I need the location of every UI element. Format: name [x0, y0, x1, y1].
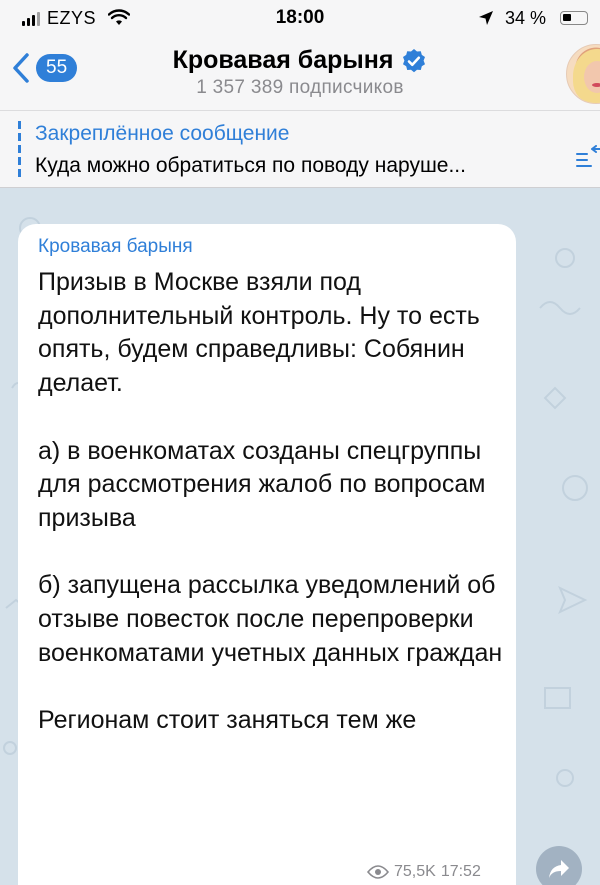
pinned-text: Куда можно обратиться по поводу наруше... — [35, 154, 466, 177]
message-time: 17:52 — [440, 863, 481, 880]
chat-header — [0, 38, 600, 110]
message-text: Призыв в Москве взяли под дополнительный контроль. Ну то есть опять, будем справедливы: Собянин делает. а) в военкоматах созданы спецгруппы для рассмотрения жалоб по вопросам призыва б) запущена рассылка уведомлений об отзыве повесток после перепроверки военкоматами учетных данных граждан Регионам стоит заняться тем же — [38, 268, 503, 735]
verified-badge-icon — [401, 48, 427, 74]
unread-count-badge: 55 — [36, 54, 77, 82]
pinned-message-bar[interactable] — [0, 110, 600, 188]
forward-button[interactable] — [536, 846, 582, 885]
channel-info[interactable] — [0, 46, 600, 99]
clock: 18:00 — [275, 7, 325, 28]
message-author[interactable]: Кровавая барыня — [38, 236, 193, 257]
location-arrow-icon — [478, 10, 494, 26]
chat-area[interactable] — [0, 188, 600, 885]
battery-icon — [560, 11, 588, 25]
share-arrow-icon — [548, 859, 570, 879]
subscriber-count: 1 357 389 подписчиков — [196, 77, 404, 98]
message-meta — [367, 863, 481, 881]
pinned-title: Закреплённое сообщение — [35, 122, 290, 145]
battery-percent: 34 % — [505, 8, 547, 28]
view-count: 75,5K — [394, 863, 436, 880]
views-eye-icon — [367, 865, 389, 879]
status-bar — [0, 0, 600, 38]
message-bubble[interactable] — [18, 224, 516, 885]
pinned-list-icon[interactable] — [575, 145, 600, 169]
pinned-indicator — [18, 121, 21, 179]
carrier-label: EZYS — [47, 8, 97, 28]
channel-name: Кровавая барыня — [172, 46, 394, 74]
channel-title — [173, 46, 428, 75]
